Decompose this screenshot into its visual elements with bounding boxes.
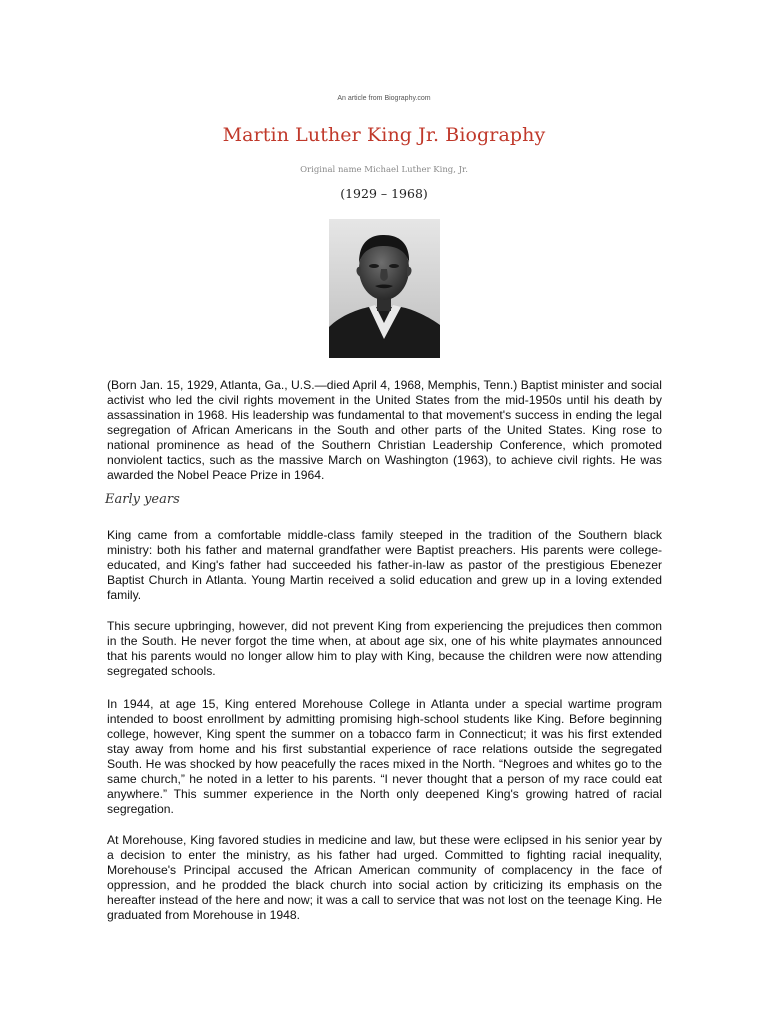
intro-paragraph: (Born Jan. 15, 1929, Atlanta, Ga., U.S.—died April 4, 1968, Memphis, Tenn.) Baptist minister and social activist who led the civil rights movement in the United States from the mid-1950s until his death by assassination in 1968. His leadership was fundamental to that movement's success in ending the legal segregation of African Americans in the South and other parts of the United States. King rose to national prominence as head of the Southern Christian Leadership Conference, which promoted nonviolent tactics, such as the massive March on Washington (1963), to achieve civil rights. He was awarded the Nobel Peace Prize in 1964. (107, 378, 662, 482)
portrait-icon (329, 219, 440, 358)
portrait-photo (329, 219, 440, 358)
body-paragraph: In 1944, at age 15, King entered Morehouse College in Atlanta under a special wartime program intended to boost enrollment by admitting promising high-school students like King. Before beginning college, however, King spent the summer on a tobacco farm in Connecticut; it was his first extended stay away from home and his first substantial experience of race relations outside the segregated South. He was shocked by how peacefully the races mixed in the North. “Negroes and whites go to the same church,” he noted in a letter to his parents. “I never thought that a person of my race could eat anywhere.” This summer experience in the North only deepened King's growing hatred of racial segregation. (107, 697, 662, 816)
life-dates: (1929 – 1968) (340, 186, 428, 201)
body-paragraph: King came from a comfortable middle-class family steeped in the tradition of the Southern black ministry: both his father and maternal grandfather were Baptist preachers. His parents were college-educated, and King's father had succeeded his father-in-law as pastor of the prestigious Ebenezer Baptist Church in Atlanta. Young Martin received a solid education and grew up in a loving extended family. (107, 528, 662, 602)
body-paragraph: At Morehouse, King favored studies in medicine and law, but these were eclipsed in his senior year by a decision to enter the ministry, as his father had urged. Committed to fighting racial inequality, Morehouse's Principal accused the African American community of complacency in the face of oppression, and he prodded the black church into social action by criticizing its emphasis on the hereafter instead of the here and now; it was a call to service that was not lost on the teenage King. He graduated from Morehouse in 1948. (107, 833, 662, 922)
original-name: Original name Michael Luther King, Jr. (300, 165, 468, 175)
body-paragraph: This secure upbringing, however, did not prevent King from experiencing the prejudices then common in the South. He never forgot the time when, at about age six, one of his white playmates announced that his parents would no longer allow him to play with King, because the children were now attending segregated schools. (107, 619, 662, 678)
source-note: An article from Biography.com (337, 95, 431, 102)
section-heading-early-years: Early years (105, 492, 180, 507)
page-title: Martin Luther King Jr. Biography (222, 124, 546, 146)
